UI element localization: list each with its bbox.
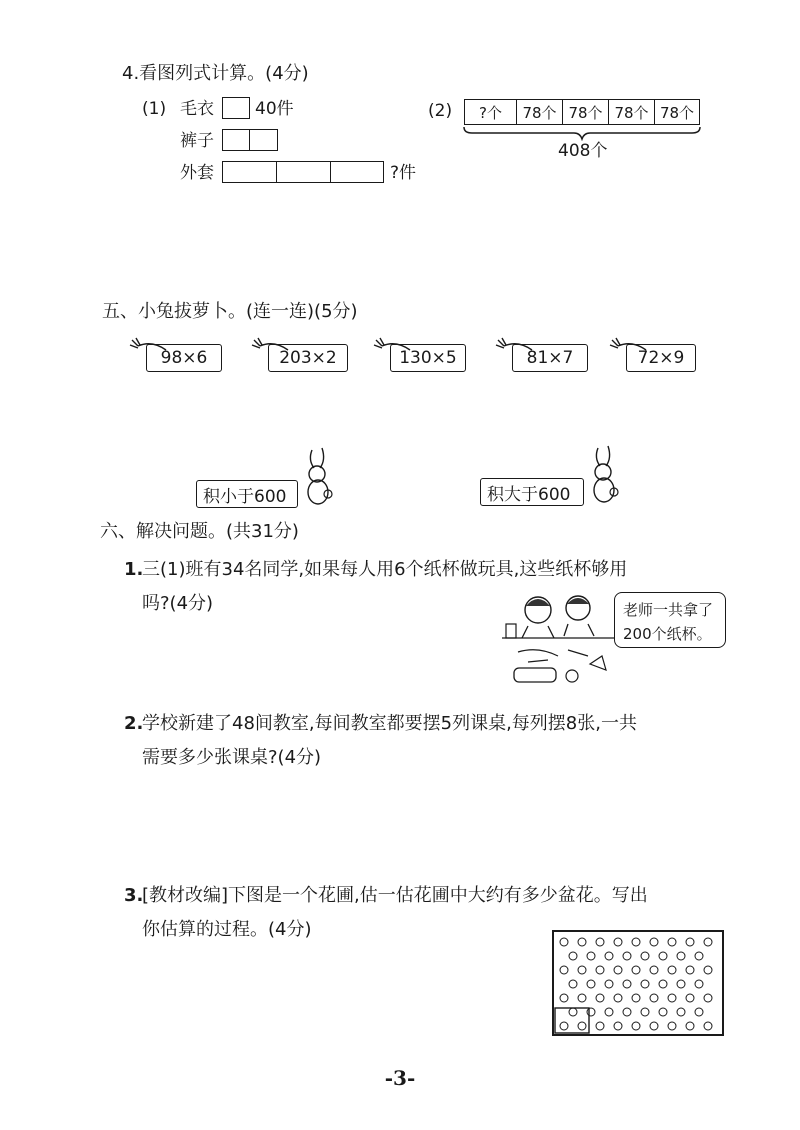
q4-segment-bar bbox=[464, 99, 700, 125]
q3-number: 3. bbox=[124, 885, 144, 906]
q4-row1-label: 毛衣 bbox=[180, 99, 214, 119]
q1-text-line2: 吗?(4分) bbox=[142, 593, 214, 614]
children-illustration bbox=[498, 590, 618, 690]
segment-unknown: ?个 bbox=[465, 100, 517, 124]
q2-text-line2: 需要多少张课桌?(4分) bbox=[142, 747, 322, 768]
q4-row1-bar bbox=[222, 97, 250, 119]
q4-row3-value: ?件 bbox=[390, 163, 417, 183]
section5-title: 五、小兔拔萝卜。(连一连)(5分) bbox=[102, 301, 358, 322]
q4-row1-value: 40件 bbox=[255, 99, 294, 119]
q3-text-line2: 你估算的过程。(4分) bbox=[142, 919, 312, 940]
q4-title: 4.看图列式计算。(4分) bbox=[122, 63, 309, 84]
result-card-less[interactable]: 积小于600 bbox=[196, 480, 298, 508]
result-card-greater[interactable]: 积大于600 bbox=[480, 478, 584, 506]
segment-78: 78个 bbox=[609, 100, 655, 124]
carrot-card[interactable]: 203×2 bbox=[268, 344, 348, 372]
speech-line2: 200个纸杯。 bbox=[623, 625, 712, 643]
q2-number: 2. bbox=[124, 713, 144, 734]
carrot-card[interactable]: 72×9 bbox=[626, 344, 696, 372]
carrot-card[interactable]: 130×5 bbox=[390, 344, 466, 372]
flower-garden bbox=[552, 930, 724, 1036]
flower-pots bbox=[554, 932, 722, 1034]
q4-row2-label: 裤子 bbox=[180, 131, 214, 151]
q4-row2-bar bbox=[222, 129, 278, 151]
speech-bubble bbox=[614, 592, 726, 648]
q1-number: 1. bbox=[124, 559, 144, 580]
q3-text-line1: [教材改编]下图是一个花圃,估一估花圃中大约有多少盆花。写出 bbox=[142, 885, 648, 906]
section6-title: 六、解决问题。(共31分) bbox=[100, 521, 299, 542]
page-number: -3- bbox=[384, 1066, 416, 1090]
segment-78: 78个 bbox=[659, 103, 695, 122]
speech-line1: 老师一共拿了 bbox=[623, 601, 714, 619]
carrot-card[interactable]: 98×6 bbox=[146, 344, 222, 372]
carrot-card[interactable]: 81×7 bbox=[512, 344, 588, 372]
q4-total: 408个 bbox=[558, 141, 608, 161]
q4-p1-label: (1) bbox=[142, 99, 167, 119]
q4-p2-label: (2) bbox=[428, 101, 453, 121]
rabbit-icon bbox=[298, 446, 338, 508]
segment-78: 78个 bbox=[517, 100, 563, 124]
q4-row3-bar bbox=[222, 161, 384, 183]
segment-78: 78个 bbox=[563, 100, 609, 124]
q2-text-line1: 学校新建了48间教室,每间教室都要摆5列课桌,每列摆8张,一共 bbox=[142, 713, 637, 734]
q4-row3-label: 外套 bbox=[180, 163, 214, 183]
q1-text-line1: 三(1)班有34名同学,如果每人用6个纸杯做玩具,这些纸杯够用 bbox=[142, 559, 628, 580]
brace-icon bbox=[462, 125, 702, 141]
rabbit-icon bbox=[584, 444, 624, 506]
